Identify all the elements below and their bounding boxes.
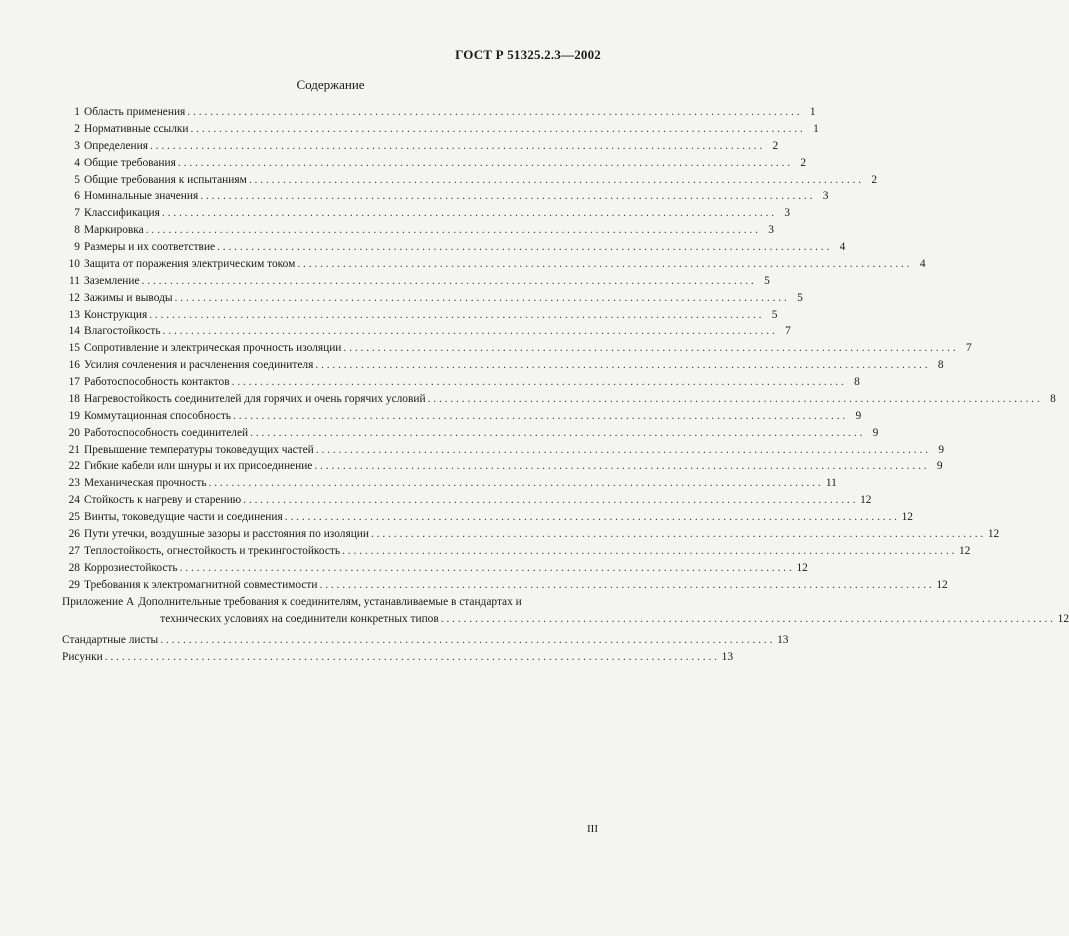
toc-entry-number: 12 — [68, 291, 80, 304]
toc-entry-page: 4 — [839, 241, 846, 253]
leader-dots — [198, 188, 814, 205]
toc-entry — [62, 475, 837, 492]
leader-dots — [248, 425, 864, 442]
toc-entry — [62, 172, 878, 189]
toc-entry-number: 11 — [69, 274, 80, 287]
leader-dots — [340, 543, 956, 560]
table-of-contents — [62, 104, 1069, 666]
toc-entry — [62, 391, 1056, 408]
toc-entry-number: 27 — [68, 544, 80, 557]
toc-entry-page: 3 — [768, 224, 774, 237]
leader-dots — [313, 357, 929, 374]
leader-dots — [230, 374, 846, 391]
toc-entry — [62, 374, 860, 391]
toc-entry — [62, 425, 879, 442]
toc-entry-title: Размеры и их соответствие — [84, 241, 216, 253]
toc-entry — [62, 560, 808, 577]
toc-entry-page: 12 — [958, 544, 971, 557]
appendix-title-line2: технических условиях на соединители конкретных типов — [160, 613, 439, 626]
toc-entry-number: 13 — [68, 308, 80, 321]
toc-entry — [62, 543, 971, 560]
toc-entry — [62, 649, 734, 666]
toc-entry — [62, 408, 862, 425]
toc-entry-title: Маркировка — [84, 224, 144, 237]
toc-entry-page: 13 — [777, 634, 789, 647]
leader-dots — [295, 256, 911, 273]
toc-title: Содержание — [296, 77, 365, 92]
toc-entry-number: 4 — [74, 156, 80, 169]
toc-entry-title: Номинальные значения — [84, 190, 199, 203]
leader-dots — [215, 239, 831, 256]
leader-dots — [318, 577, 934, 594]
leader-dots — [158, 632, 774, 649]
toc-entry-page: 12 — [987, 527, 1000, 540]
toc-entry — [62, 273, 770, 290]
toc-entry-number: 18 — [68, 392, 80, 405]
toc-entry — [62, 205, 791, 222]
toc-entry-page: 9 — [855, 409, 862, 422]
toc-entry-title: Область применения — [84, 106, 186, 118]
toc-entry-title: Классификация — [84, 207, 160, 220]
toc-entry-title: Требования к электромагнитной совместимости — [84, 578, 318, 591]
appendix-page: 12 — [1057, 613, 1069, 626]
toc-entry-number: 16 — [68, 359, 80, 372]
leader-dots — [178, 560, 794, 577]
toc-entry-title: Нормативные ссылки — [84, 122, 189, 135]
toc-entry-page: 2 — [772, 139, 779, 152]
leader-dots — [341, 340, 957, 357]
toc-entry-number: 14 — [68, 325, 80, 338]
leader-dots — [161, 323, 777, 340]
toc-entry-page: 5 — [764, 274, 770, 287]
toc-entry — [62, 357, 944, 374]
toc-entry — [62, 577, 948, 594]
toc-entry-page: 1 — [809, 106, 816, 118]
toc-entry-page: 3 — [822, 190, 829, 203]
toc-entry-page: 2 — [800, 156, 807, 169]
toc-entry-number: 21 — [68, 443, 80, 456]
toc-entry-title: Нагревостойкость соединителей для горячих и очень горячих условий — [84, 392, 426, 405]
toc-entry — [62, 222, 774, 239]
leader-dots — [140, 273, 756, 290]
toc-entry-number: 19 — [68, 409, 80, 422]
toc-entry — [62, 526, 1000, 543]
toc-entry-number: 20 — [68, 426, 80, 439]
toc-entry-number: 22 — [68, 460, 80, 473]
toc-entry-title: Коммутационная способность — [84, 409, 231, 422]
leader-dots — [312, 458, 928, 475]
toc-entry-number: 8 — [74, 224, 80, 237]
toc-entry-page: 12 — [936, 578, 948, 591]
page-number: III — [587, 823, 598, 835]
leader-dots — [148, 138, 764, 155]
toc-entry — [62, 323, 791, 340]
toc-entry-page: 13 — [721, 651, 734, 663]
toc-entry-number: 5 — [74, 173, 80, 186]
toc-entry-page: 5 — [797, 291, 803, 304]
toc-entry-number: 3 — [74, 139, 80, 152]
leader-dots — [147, 307, 763, 324]
toc-appendix — [62, 594, 1069, 628]
leader-dots — [173, 290, 789, 307]
toc-entry-title: Механическая прочность — [84, 477, 207, 490]
leader-dots — [189, 121, 805, 138]
leader-dots — [369, 526, 985, 543]
leader-dots — [185, 104, 801, 121]
toc-entry-number: 15 — [68, 342, 80, 355]
leader-dots — [283, 509, 899, 526]
toc-entry — [62, 492, 872, 509]
toc-entry-title: Защита от поражения электрическим током — [84, 257, 296, 270]
leader-dots — [103, 649, 719, 666]
toc-entry-title: Теплостойкость, огнестойкость и трекингостойкость — [84, 544, 341, 557]
toc-entry-page: 8 — [1050, 392, 1056, 405]
toc-entry — [62, 307, 778, 324]
leader-dots — [160, 205, 776, 222]
toc-entry — [62, 239, 846, 256]
toc-entry-title: Гибкие кабели или шнуры и их присоединение — [84, 460, 313, 473]
toc-entry-page: 9 — [936, 460, 943, 473]
toc-entry-title: Стойкость к нагреву и старению — [84, 494, 242, 507]
toc-entry-title: Общие требования — [84, 156, 176, 169]
toc-entry-title: Определения — [84, 139, 148, 152]
toc-entry — [62, 104, 816, 121]
toc-entry-number: 6 — [74, 190, 80, 203]
toc-entry-page: 12 — [901, 511, 913, 523]
leader-dots — [144, 222, 760, 239]
toc-entry-title: Заземление — [84, 274, 140, 287]
toc-entry-title: Работоспособность соединителей — [84, 426, 249, 439]
toc-entry-page: 11 — [825, 477, 837, 490]
toc-entry-number: 17 — [68, 376, 80, 388]
toc-entry-number: 9 — [74, 241, 80, 253]
leader-dots — [439, 611, 1055, 628]
toc-entry — [62, 155, 807, 172]
toc-entry-page: 12 — [860, 494, 872, 507]
toc-entry-title: Винты, токоведущие части и соединения — [84, 511, 283, 523]
toc-entry-page: 7 — [965, 342, 972, 355]
toc-entry-page: 4 — [919, 257, 926, 270]
toc-entry-number: 23 — [68, 477, 80, 490]
toc-entry-page: 1 — [813, 122, 819, 135]
appendix-title-line1: Дополнительные требования к соединителям, устанавливаемые в стандартах и — [138, 596, 522, 609]
toc-entry-page: 9 — [938, 443, 945, 456]
toc-entry-number: 1 — [74, 106, 80, 118]
toc-entry-title: Сопротивление и электрическая прочность изоляции — [84, 342, 342, 355]
appendix-label: Приложение А — [62, 596, 135, 609]
toc-entry-page: 8 — [937, 359, 944, 372]
toc-entry-number: 28 — [68, 561, 80, 574]
leader-dots — [176, 155, 792, 172]
toc-entry — [62, 442, 945, 459]
toc-entry-title: Рисунки — [62, 651, 103, 663]
doc-code: ГОСТ Р 51325.2.3—2002 — [455, 47, 601, 62]
toc-entry-title: Коррозиестойкость — [84, 561, 178, 574]
leader-dots — [314, 442, 930, 459]
toc-entry-title: Влагостойкость — [84, 325, 161, 338]
toc-entry-number: 29 — [68, 578, 80, 591]
toc-entry — [62, 458, 943, 475]
toc-entry — [62, 632, 789, 649]
toc-entry-page: 9 — [872, 426, 879, 439]
toc-entry-title: Конструкция — [84, 308, 148, 321]
toc-entry-title: Общие требования к испытаниям — [84, 173, 247, 186]
leader-dots — [207, 475, 823, 492]
leader-dots — [426, 391, 1042, 408]
toc-entry-page: 8 — [854, 376, 860, 388]
leader-dots — [241, 492, 857, 509]
toc-entry — [62, 340, 972, 357]
toc-entry-number: 7 — [74, 207, 80, 220]
toc-entry — [62, 290, 803, 307]
toc-entry-title: Работоспособность контактов — [84, 376, 230, 388]
leader-dots — [247, 172, 863, 189]
toc-entry — [62, 256, 926, 273]
toc-entry-title: Стандартные листы — [62, 634, 159, 647]
toc-entry-number: 26 — [68, 527, 80, 540]
toc-entry-number: 25 — [68, 511, 80, 523]
toc-entry-number: 2 — [74, 122, 80, 135]
toc-entry-page: 5 — [771, 308, 778, 321]
toc-entry — [62, 138, 779, 155]
toc-entry-number: 24 — [68, 494, 80, 507]
toc-entry-page: 3 — [784, 207, 791, 220]
toc-entry — [62, 188, 829, 205]
toc-entry-title: Превышение температуры токоведущих частей — [84, 443, 314, 456]
toc-entry — [62, 509, 913, 526]
toc-entry-page: 7 — [785, 325, 791, 338]
leader-dots — [231, 408, 847, 425]
toc-entry-title: Усилия сочленения и расчленения соединителя — [84, 359, 314, 372]
toc-entry-page: 2 — [871, 173, 878, 186]
toc-entry-title: Пути утечки, воздушные зазоры и расстояния по изоляции — [84, 527, 369, 540]
toc-entry — [62, 121, 819, 138]
toc-entry-title: Зажимы и выводы — [84, 291, 173, 304]
toc-entry-number: 10 — [68, 257, 80, 270]
toc-entry-page: 12 — [796, 561, 808, 574]
